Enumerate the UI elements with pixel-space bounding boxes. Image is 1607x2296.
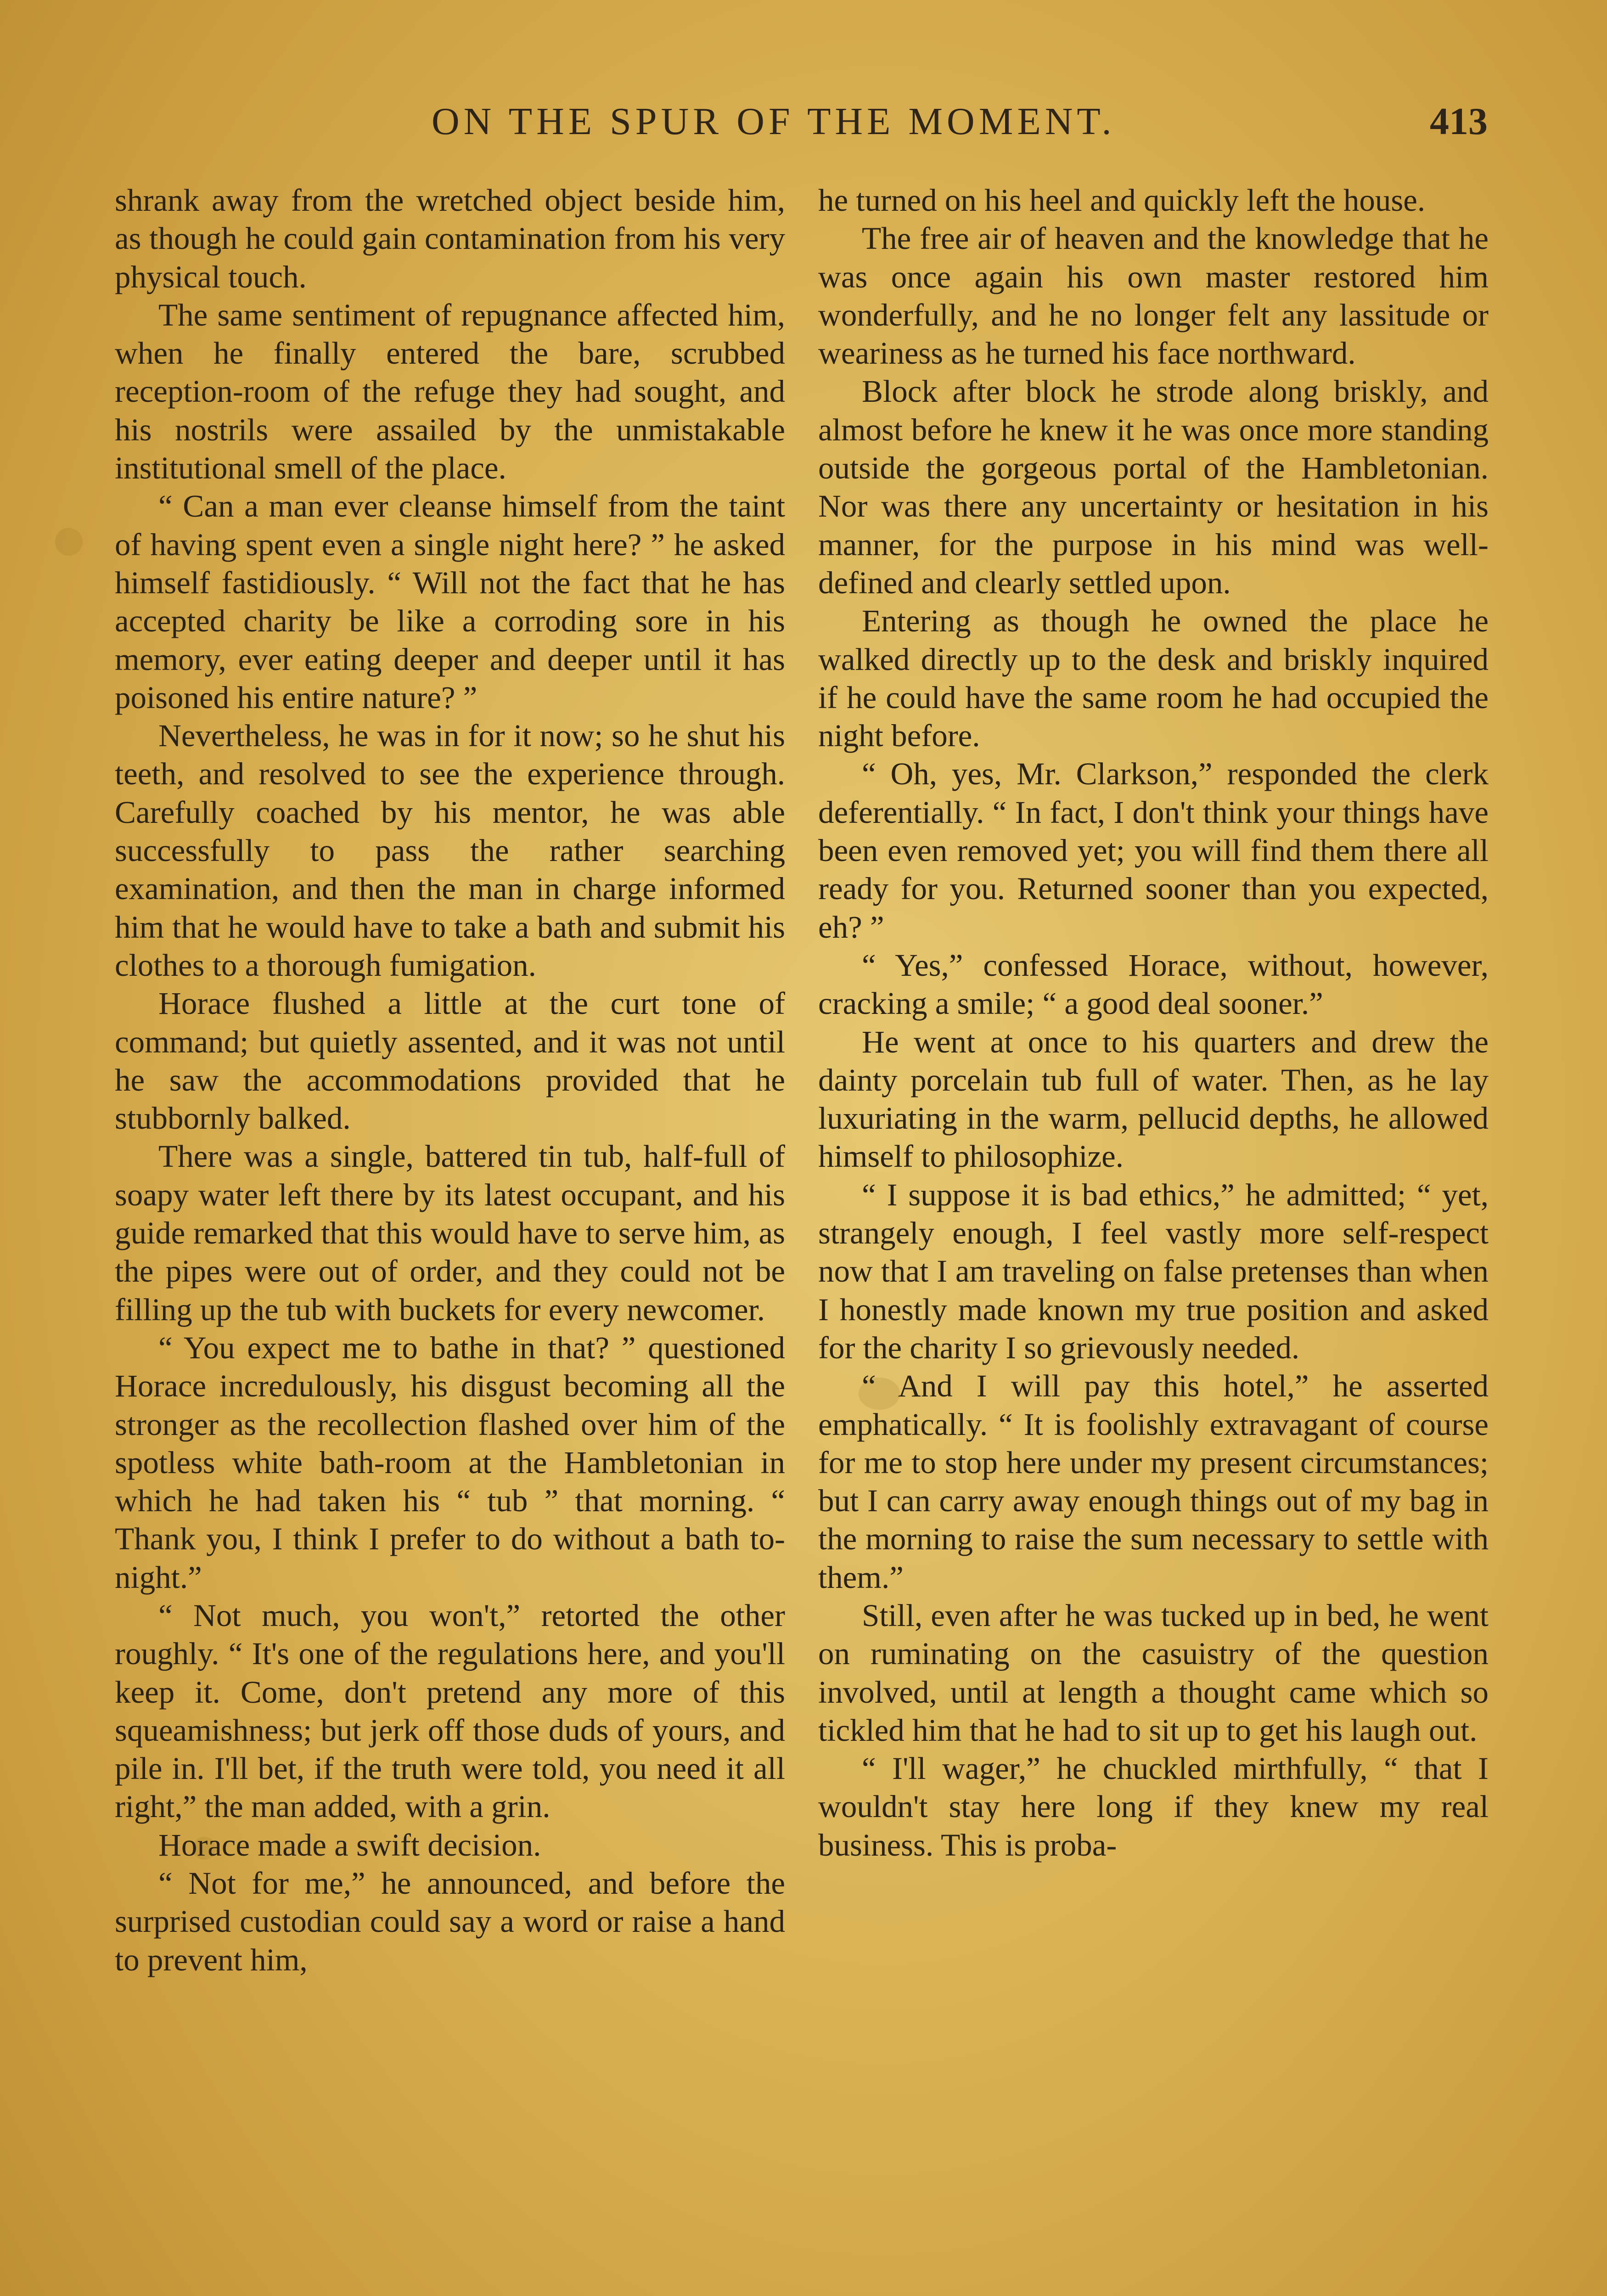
page-header: [110, 94, 1488, 149]
paragraph: The same sentiment of repugnance affected him, when he finally entered the bare, scrubbed reception-room of the refuge they had sought, and his nostrils were assailed by the unmistakable institutional smell of the place.: [115, 297, 785, 486]
paragraph: Horace flushed a little at the curt tone of command; but quietly assented, and it was not until he saw the accommodations provided that he stubbornly balked.: [115, 986, 785, 1136]
paragraph: Entering as though he owned the place he walked directly up to the desk and briskly inquired if he could have the same room he had occupied the night before.: [818, 603, 1489, 754]
paragraph: Still, even after he was tucked up in bed, he went on ruminating on the casuistry of the question involved, until at length a thought came which so tickled him that he had to sit up to get his laugh out.: [818, 1598, 1489, 1748]
left-column: [115, 181, 785, 1979]
paragraph: Horace made a swift decision.: [158, 1827, 541, 1863]
paragraph: There was a single, battered tin tub, half-full of soapy water left there by its latest occupant, and his guide remarked that this would have to serve him, as the pipes were out of order, and they could not be filling up the tub with buckets for every newcomer.: [115, 1139, 785, 1327]
paragraph: he turned on his heel and quickly left the house.: [818, 183, 1426, 218]
paragraph: “ Yes,” confessed Horace, without, however, cracking a smile; “ a good deal sooner.”: [818, 947, 1489, 1021]
paragraph: Nevertheless, he was in for it now; so he shut his teeth, and resolved to see the experience through. Carefully coached by his mentor, he was able successfully to pass the rather searching examination, and then the man in charge informed him that he would have to take a bath and submit his clothes to a thorough fumigation.: [115, 718, 785, 983]
right-column: [818, 181, 1489, 1864]
paragraph: The free air of heaven and the knowledge that he was once again his own master restored him wonderfully, and he no longer felt any lassitude or weariness as he turned his face northward.: [818, 221, 1489, 371]
running-head: ON THE SPUR OF THE MOMENT.: [432, 100, 1116, 143]
paragraph: “ Can a man ever cleanse himself from the taint of having spent even a single night here? ” he asked himself fastidiously. “ Will not the fact that he has accepted charity be like a corroding sore in his memory, ever eating deeper and deeper until it has poisoned his entire nature? ”: [115, 489, 785, 715]
paragraph: He went at once to his quarters and drew the dainty porcelain tub full of water. Then, as he lay luxuriating in the warm, pellucid depths, he allowed himself to philosophize.: [818, 1024, 1489, 1174]
paper-stain: [55, 528, 83, 556]
paragraph: Block after block he strode along briskly, and almost before he knew it he was once more standing outside the gorgeous portal of the Hambletonian. Nor was there any uncertainty or hesitation in his manner, for the purpose in his mind was well-defined and clearly settled upon.: [818, 374, 1489, 600]
paragraph: “ Not for me,” he announced, and before the surprised custodian could say a word or raise a hand to prevent him,: [115, 1866, 785, 1977]
paragraph: “ And I will pay this hotel,” he asserted emphatically. “ It is foolishly extravagant of course for me to stop here under my present circumstances; but I can carry away enough things out of my bag in the morning to raise the sum necessary to settle with them.”: [818, 1368, 1489, 1595]
paragraph: “ Oh, yes, Mr. Clarkson,” responded the clerk deferentially. “ In fact, I don't think your things have been even removed yet; you will find them there all ready for you. Returned sooner than you expected, eh? ”: [818, 756, 1489, 945]
page-number: 413: [1430, 100, 1488, 143]
paragraph: “ I suppose it is bad ethics,” he admitted; “ yet, strangely enough, I feel vastly more self-respect now that I am traveling on false pretenses than when I honestly made known my true position and asked for the charity I so grievously needed.: [818, 1177, 1489, 1365]
paragraph: shrank away from the wretched object beside him, as though he could gain contamination from his very physical touch.: [115, 183, 785, 294]
paragraph: “ I'll wager,” he chuckled mirthfully, “ that I wouldn't stay here long if they knew my real business. This is proba-: [818, 1751, 1489, 1863]
paragraph: “ You expect me to bathe in that? ” questioned Horace incredulously, his disgust becoming all the stronger as the recollection flashed over him of the spotless white bath-room at the Hambletonian in which he had taken his “ tub ” that morning. “ Thank you, I think I prefer to do without a bath to-night.”: [115, 1330, 785, 1595]
paragraph: “ Not much, you won't,” retorted the other roughly. “ It's one of the regulations here, and you'll keep it. Come, don't pretend any more of this squeamishness; but jerk off those duds of yours, and pile in. I'll bet, if the truth were told, you need it all right,” the man added, with a grin.: [115, 1598, 785, 1824]
